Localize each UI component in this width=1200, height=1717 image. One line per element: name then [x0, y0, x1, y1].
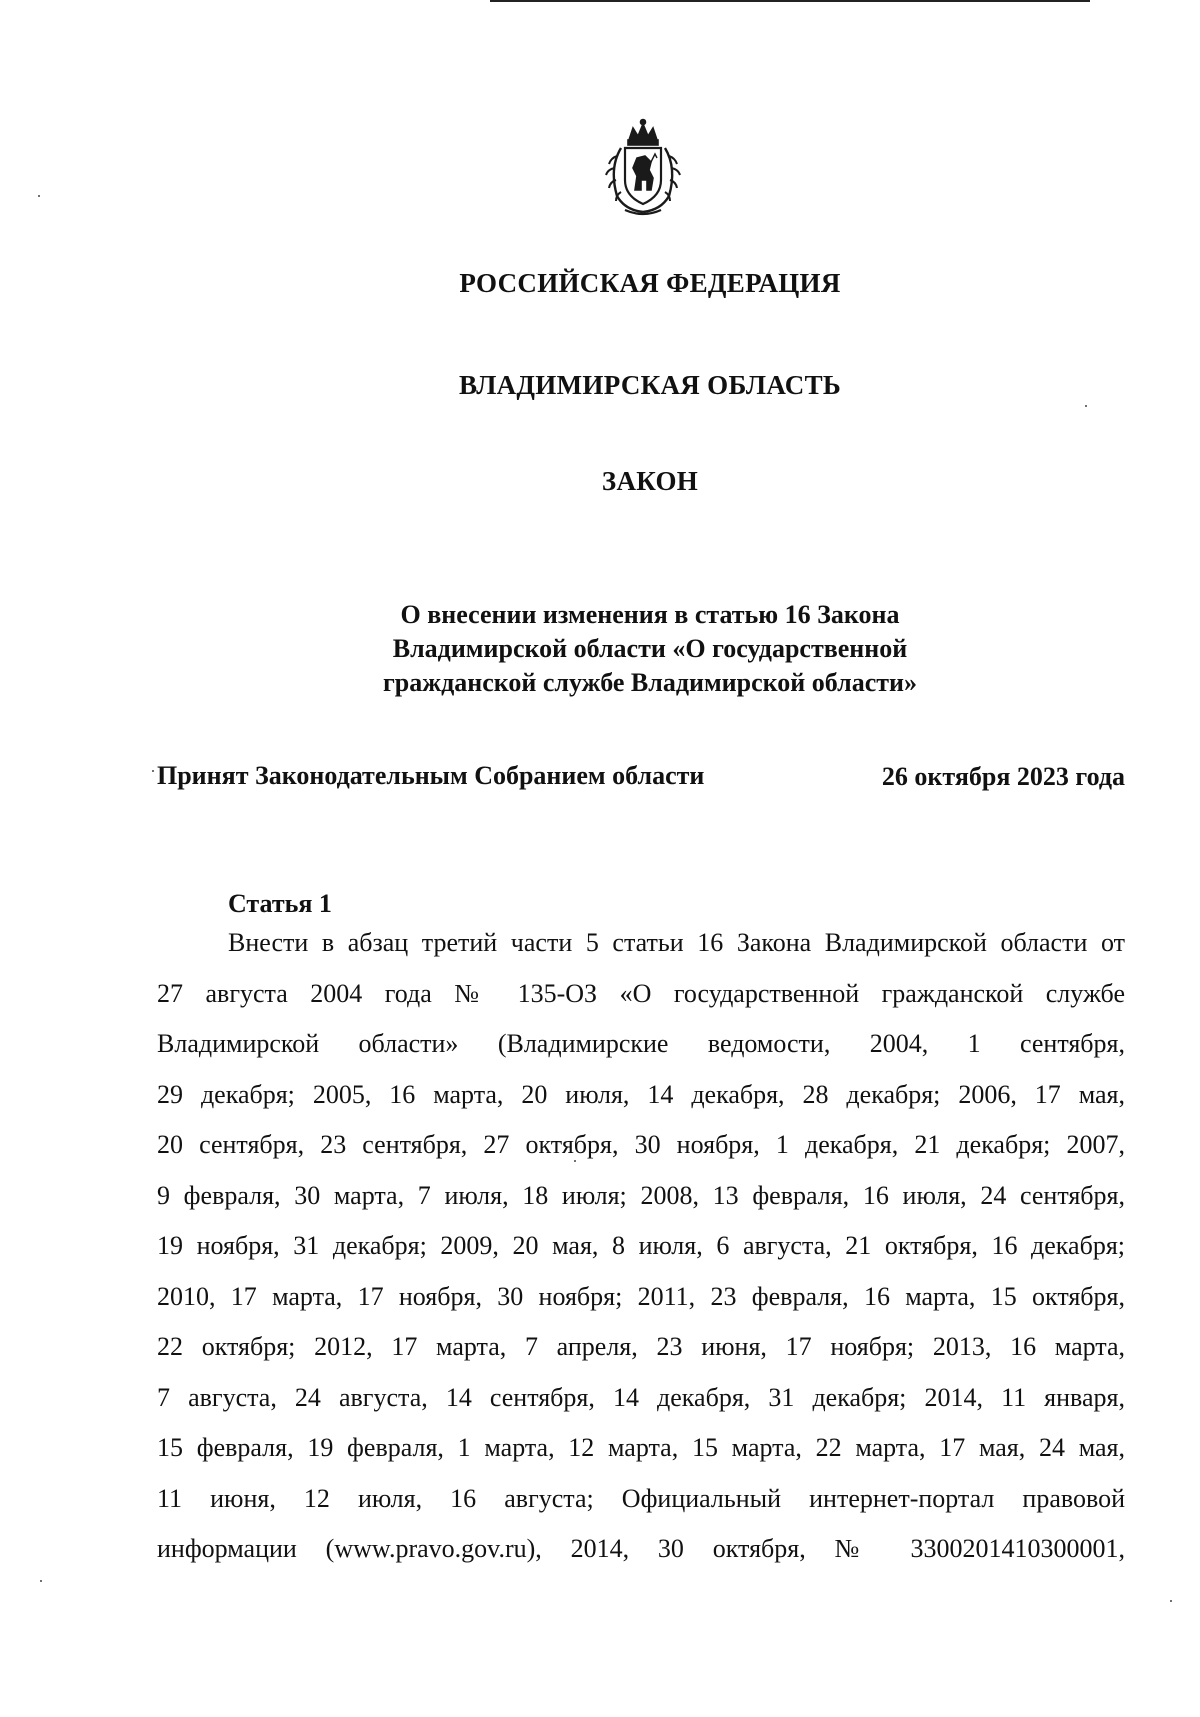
region-heading: ВЛАДИМИРСКАЯ ОБЛАСТЬ	[458, 370, 842, 400]
law-title	[250, 598, 1050, 700]
article-text-line: 19 ноября, 31 декабря; 2009, 20 мая, 8 июля, 6 августа, 21 октября, 16 декабря;	[157, 1231, 1125, 1260]
article-text-line: 7 августа, 24 августа, 14 сентября, 14 декабря, 31 декабря; 2014, 11 января,	[157, 1382, 1125, 1412]
law-title-line: гражданской службе Владимирской области»	[382, 668, 917, 697]
article-text-line: 15 февраля, 19 февраля, 1 марта, 12 марта, 15 марта, 22 марта, 17 мая, 24 мая,	[157, 1433, 1125, 1462]
scan-speck	[38, 195, 40, 197]
article-heading: Статья 1	[228, 889, 332, 918]
scan-speck	[152, 770, 154, 772]
article-text-line: 11 июня, 12 июля, 16 августа; Официальный интернет-портал правовой	[157, 1483, 1125, 1513]
top-border-line	[490, 0, 1090, 2]
document-type-heading: ЗАКОН	[601, 466, 699, 496]
adoption-label: Принят Законодательным Собранием области	[157, 761, 705, 790]
article-body	[157, 918, 1125, 1575]
article-text-line: Внести в абзац третий части 5 статьи 16 Закона Владимирской области от	[228, 928, 1125, 957]
article-text-line: Владимирской области» (Владимирские ведомости, 2004, 1 сентября,	[157, 1029, 1125, 1058]
article-text-line: 22 октября; 2012, 17 марта, 7 апреля, 23 июня, 17 ноября; 2013, 16 марта,	[157, 1332, 1125, 1361]
scan-speck	[40, 1580, 42, 1582]
scan-speck	[1085, 405, 1087, 407]
article-text-line: 20 сентября, 23 сентября, 27 октября, 30 ноября, 1 декабря, 21 декабря; 2007,	[157, 1130, 1125, 1159]
law-title-line: Владимирской области «О государственной	[392, 634, 908, 663]
scan-speck	[574, 1160, 576, 1162]
scan-speck	[1170, 1600, 1172, 1602]
article-text-line: 9 февраля, 30 марта, 7 июля, 18 июля; 2008, 13 февраля, 16 июля, 24 сентября,	[157, 1180, 1125, 1210]
coat-of-arms-icon	[595, 118, 691, 218]
adoption-date: 26 октября 2023 года	[881, 762, 1125, 791]
article-text-line: 2010, 17 марта, 17 ноября, 30 ноября; 2011, 23 февраля, 16 марта, 15 октября,	[157, 1281, 1125, 1311]
country-heading: РОССИЙСКАЯ ФЕДЕРАЦИЯ	[459, 268, 841, 298]
article-text-line: 27 августа 2004 года № 135-ОЗ «О государственной гражданской службе	[157, 978, 1125, 1008]
law-title-line: О внесении изменения в статью 16 Закона	[400, 600, 900, 629]
article-text-line: 29 декабря; 2005, 16 марта, 20 июля, 14 декабря, 28 декабря; 2006, 17 мая,	[157, 1079, 1125, 1109]
article-text-line: информации (www.pravo.gov.ru), 2014, 30 октября, № 3300201410300001,	[157, 1534, 1125, 1563]
